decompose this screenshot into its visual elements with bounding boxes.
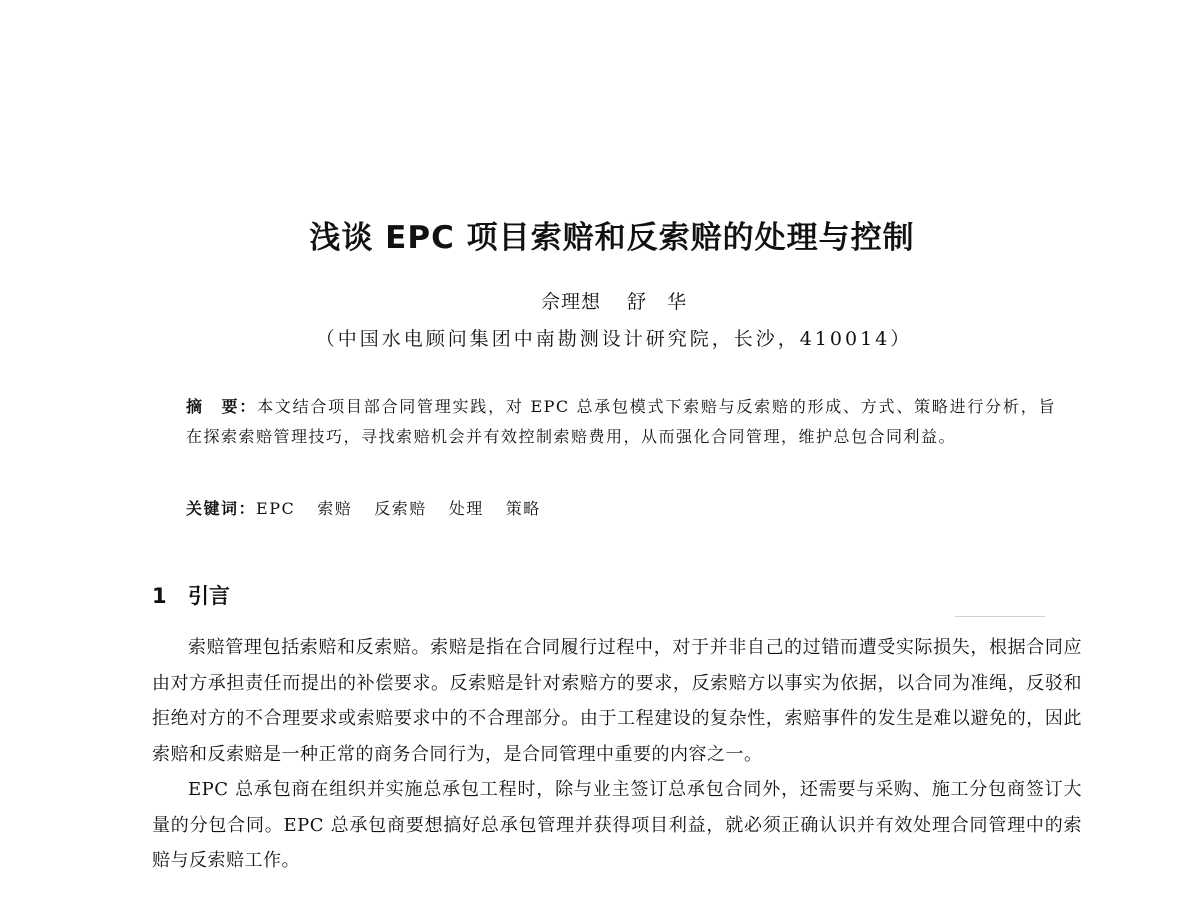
abstract-label: 摘 要： [186,397,258,416]
section-number: 1 [152,584,167,608]
body-paragraph: 索赔管理包括索赔和反索赔。索赔是指在合同履行过程中，对于并非自己的过错而遭受实际损失，根据合同应由对方承担责任而提出的补偿要求。反索赔是针对索赔方的要求，反索赔方以事实为依据，以合同为准绳，反驳和拒绝对方的不合理要求或索赔要求中的不合理部分。由于工程建设的复杂性，索赔事件的发生是难以避免的，因此索赔和反索赔是一种正常的商务合同行为，是合同管理中重要的内容之一。 [152,637,1082,765]
keyword: 索赔 [317,499,353,518]
abstract [186,392,1056,452]
author-affiliation: （中国水电顾问集团中南勘测设计研究院，长沙，410014） [315,328,913,350]
author-list [0,287,1200,314]
section-title: 引言 [188,584,230,608]
abstract-text: 本文结合项目部合同管理实践，对 EPC 总承包模式下索赔与反索赔的形成、方式、策略进行分析，旨在探索索赔管理技巧，寻找索赔机会并有效控制索赔费用，从而强化合同管理，维护总包合同利益。 [186,397,1056,446]
keywords [186,495,1056,523]
keywords-label: 关键词： [186,499,257,518]
keyword: 反索赔 [374,499,427,518]
scan-artifact-line [955,616,1045,617]
author-name: 佘理想 [540,291,601,313]
author-name: 舒 华 [627,291,688,313]
section-heading [152,580,230,610]
keyword: 处理 [448,499,484,518]
paper-title: 浅谈 EPC 项目索赔和反索赔的处理与控制 [309,220,915,256]
keyword: 策略 [505,499,541,518]
body-paragraph: EPC 总承包商在组织并实施总承包工程时，除与业主签订总承包合同外，还需要与采购、施工分包商签订大量的分包合同。EPC 总承包商要想搞好总承包管理并获得项目利益，就必须正确认识并有效处理合同管理中的索赔与反索赔工作。 [152,779,1082,871]
body-text [152,630,1082,879]
keyword: EPC [256,499,296,518]
